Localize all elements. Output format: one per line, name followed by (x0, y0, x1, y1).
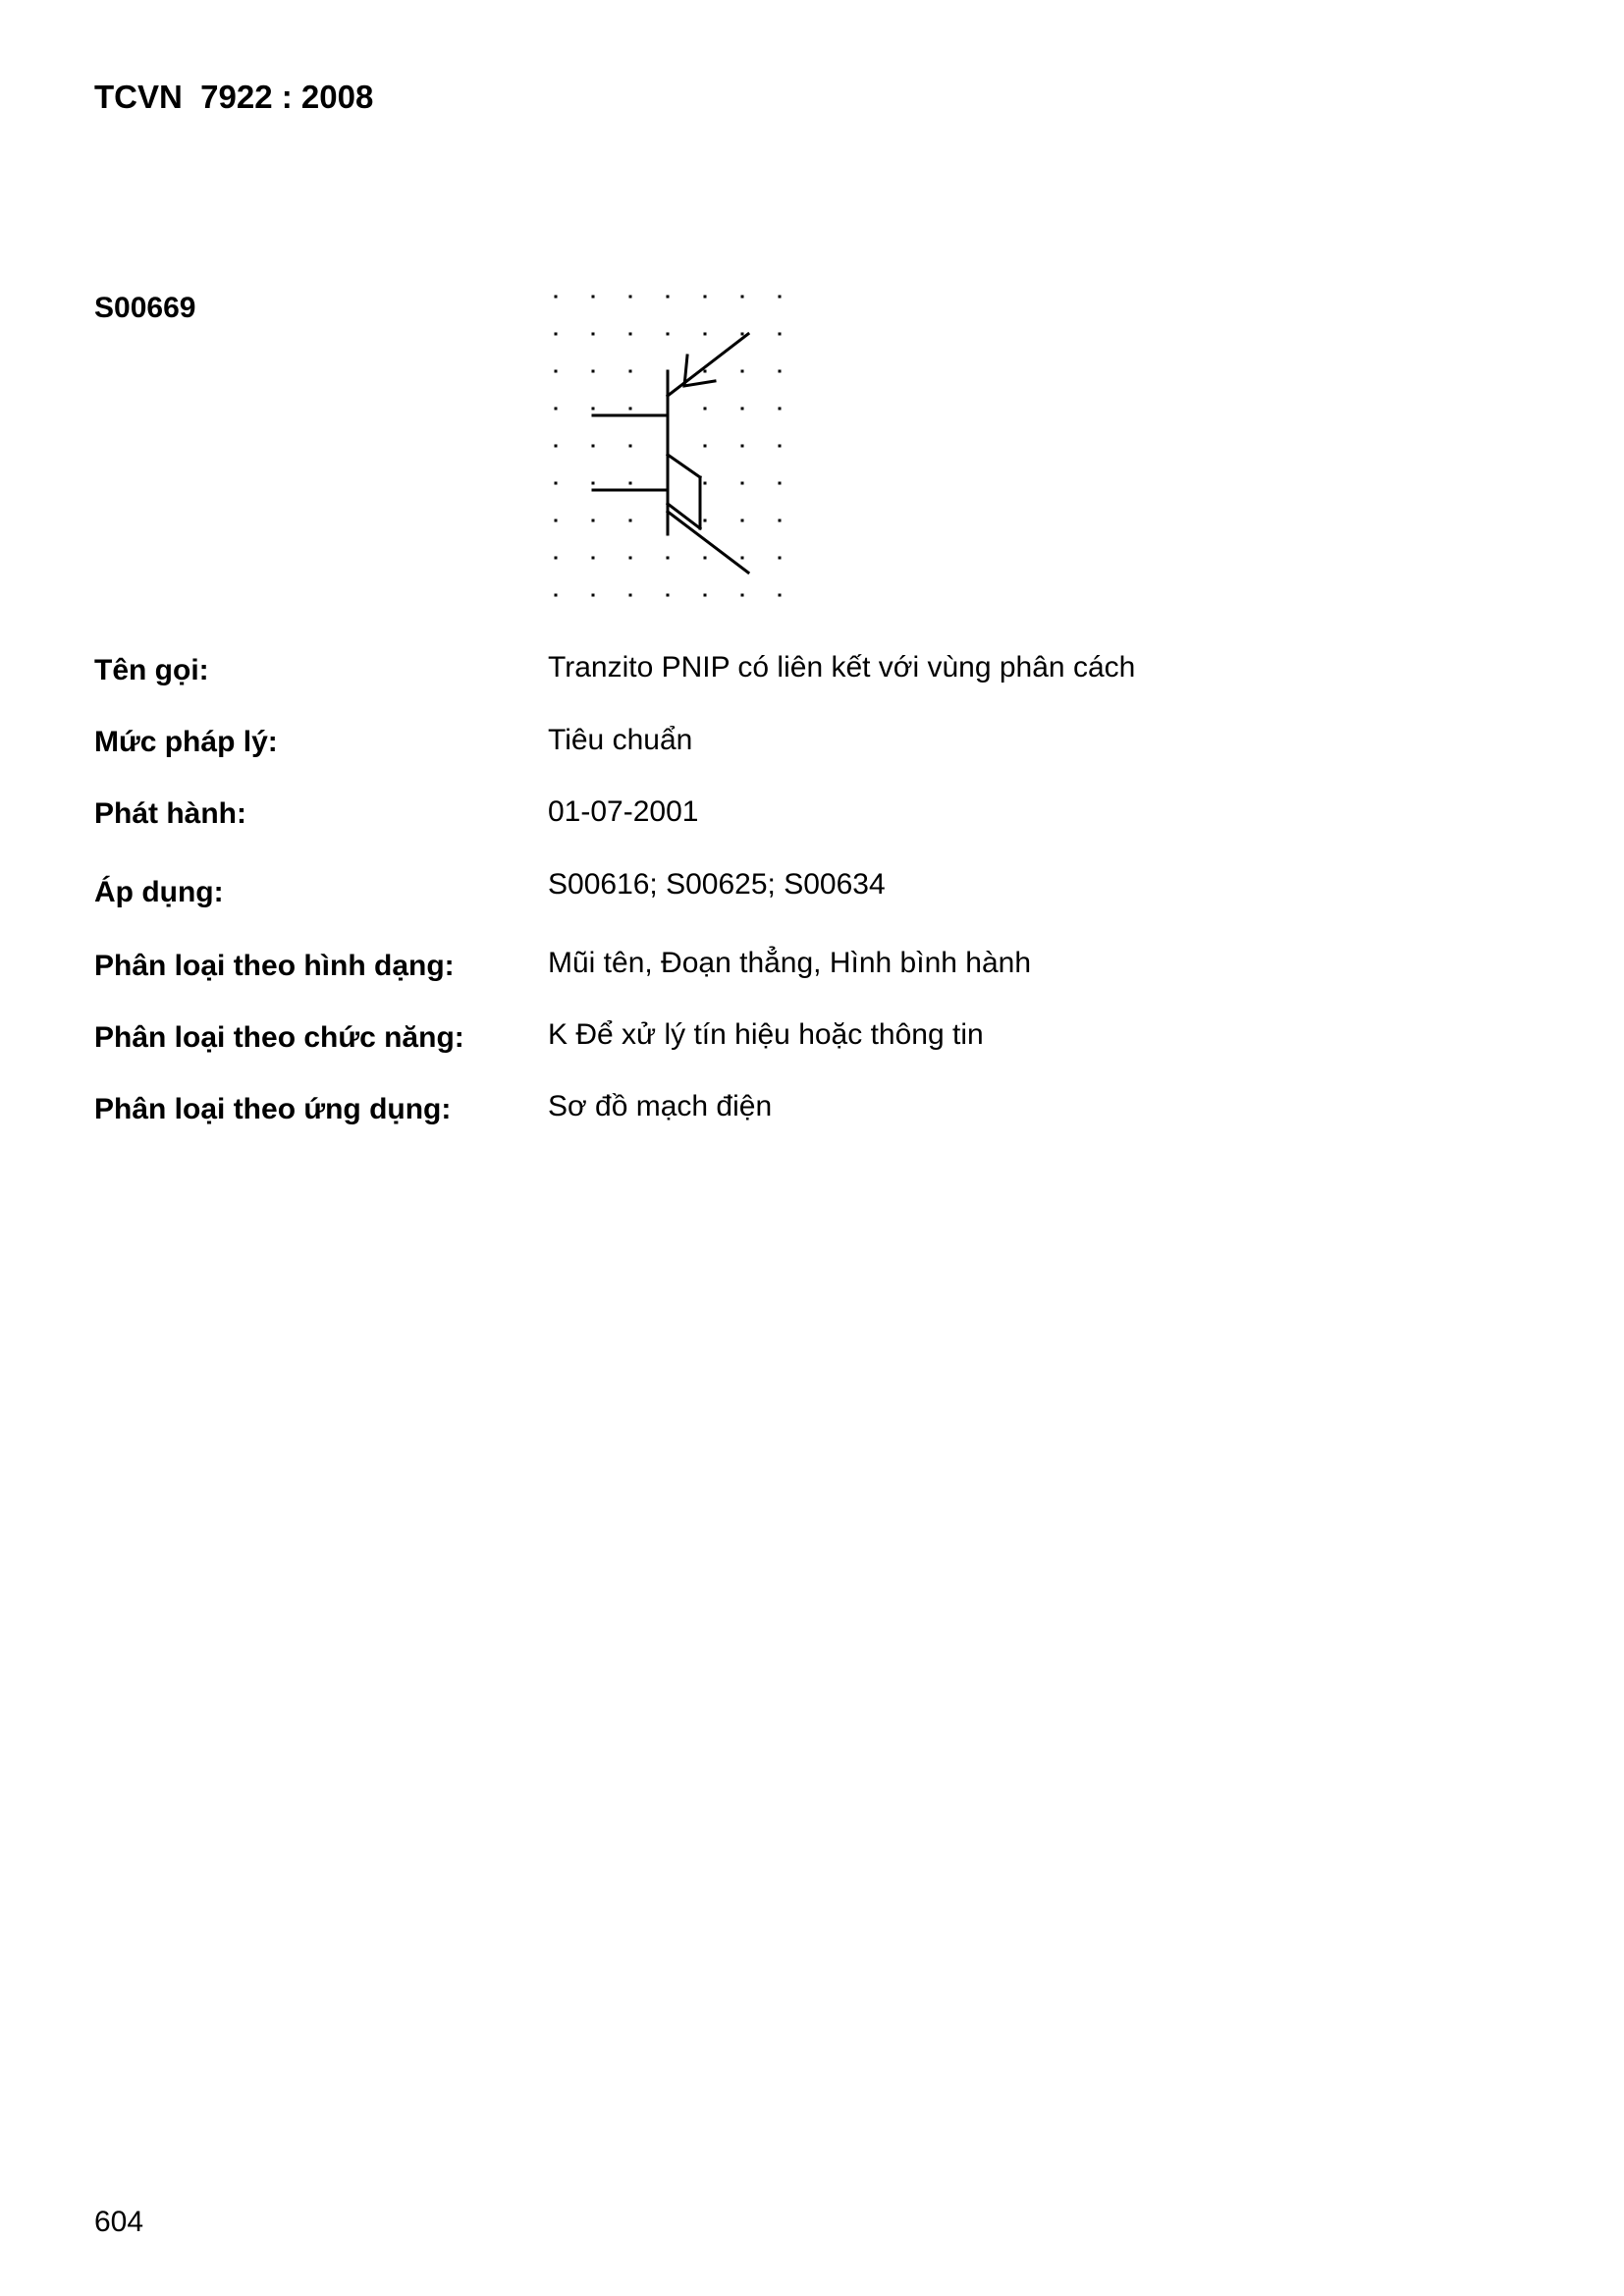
grid-dot (592, 408, 595, 410)
grid-dot (592, 519, 595, 522)
grid-dot (779, 296, 782, 299)
grid-dot (704, 519, 707, 522)
grid-dot (704, 408, 707, 410)
grid-dot (779, 370, 782, 373)
grid-dot (704, 445, 707, 448)
field-value-legal-level: Tiêu chuẩn (548, 724, 693, 756)
grid-dot (592, 333, 595, 336)
grid-dot (704, 296, 707, 299)
grid-dot (629, 296, 632, 299)
grid-dot (779, 408, 782, 410)
isolation-upper-diagonal (668, 455, 700, 477)
grid-dot (741, 482, 744, 485)
page-number: 604 (94, 2206, 144, 2238)
field-value-shape-class: Mũi tên, Đoạn thẳng, Hình bình hành (548, 947, 1032, 979)
grid-dot (741, 594, 744, 597)
grid-dot (629, 445, 632, 448)
grid-dot (741, 557, 744, 560)
grid-dot (555, 333, 558, 336)
grid-dot (629, 408, 632, 410)
grid-dot (779, 594, 782, 597)
grid-dot (555, 519, 558, 522)
field-label-shape-class: Phân loại theo hình dạng: (94, 950, 455, 982)
field-value-name: Tranzito PNIP có liên kết với vùng phân cách (548, 651, 1136, 683)
emitter-arrow-line (668, 334, 748, 396)
grid-dot (555, 445, 558, 448)
grid-dot (704, 333, 707, 336)
grid-dot (629, 370, 632, 373)
grid-dot (741, 370, 744, 373)
field-value-issued: 01-07-2001 (548, 795, 699, 828)
grid-dot (704, 482, 707, 485)
grid-dot (741, 519, 744, 522)
grid-dot (592, 370, 595, 373)
grid-dot (555, 370, 558, 373)
grid-dot (592, 557, 595, 560)
grid-dot (704, 594, 707, 597)
grid-dot (555, 296, 558, 299)
grid-dot (592, 445, 595, 448)
grid-dot (555, 594, 558, 597)
grid-dot (667, 296, 670, 299)
field-label-application-class: Phân loại theo ứng dụng: (94, 1093, 452, 1125)
grid-dot (779, 519, 782, 522)
grid-dot (741, 296, 744, 299)
grid-dot (667, 333, 670, 336)
document-standard-id: TCVN 7922 : 2008 (94, 79, 374, 115)
field-value-application-class: Sơ đồ mạch điện (548, 1090, 773, 1122)
field-value-applies: S00616; S00625; S00634 (548, 868, 886, 901)
field-label-applies: Áp dụng: (94, 876, 224, 908)
grid-dot (592, 594, 595, 597)
grid-dot (779, 482, 782, 485)
symbol-code: S00669 (94, 292, 196, 324)
grid-dot (741, 445, 744, 448)
grid-dot (629, 333, 632, 336)
grid-dot (779, 333, 782, 336)
grid-dot (741, 333, 744, 336)
field-label-issued: Phát hành: (94, 797, 246, 830)
grid-dot (629, 594, 632, 597)
transistor-lines (593, 334, 748, 573)
grid-dot (704, 370, 707, 373)
grid-dot (629, 519, 632, 522)
field-value-function-class: K Để xử lý tín hiệu hoặc thông tin (548, 1018, 984, 1051)
field-label-legal-level: Mức pháp lý: (94, 726, 278, 758)
collector-line (668, 512, 748, 573)
grid-dot (555, 408, 558, 410)
field-label-name: Tên gọi: (94, 654, 209, 686)
field-label-function-class: Phân loại theo chức năng: (94, 1021, 464, 1054)
grid-dot (667, 557, 670, 560)
grid-dot (629, 482, 632, 485)
grid-dot (779, 445, 782, 448)
grid-dot (667, 594, 670, 597)
grid-dot (592, 482, 595, 485)
grid-dot (704, 557, 707, 560)
grid-dot (741, 408, 744, 410)
grid-dot (779, 557, 782, 560)
grid-dot (592, 296, 595, 299)
grid-dot (629, 557, 632, 560)
grid-dot (555, 557, 558, 560)
transistor-symbol-figure (538, 283, 813, 617)
grid-dot (555, 482, 558, 485)
